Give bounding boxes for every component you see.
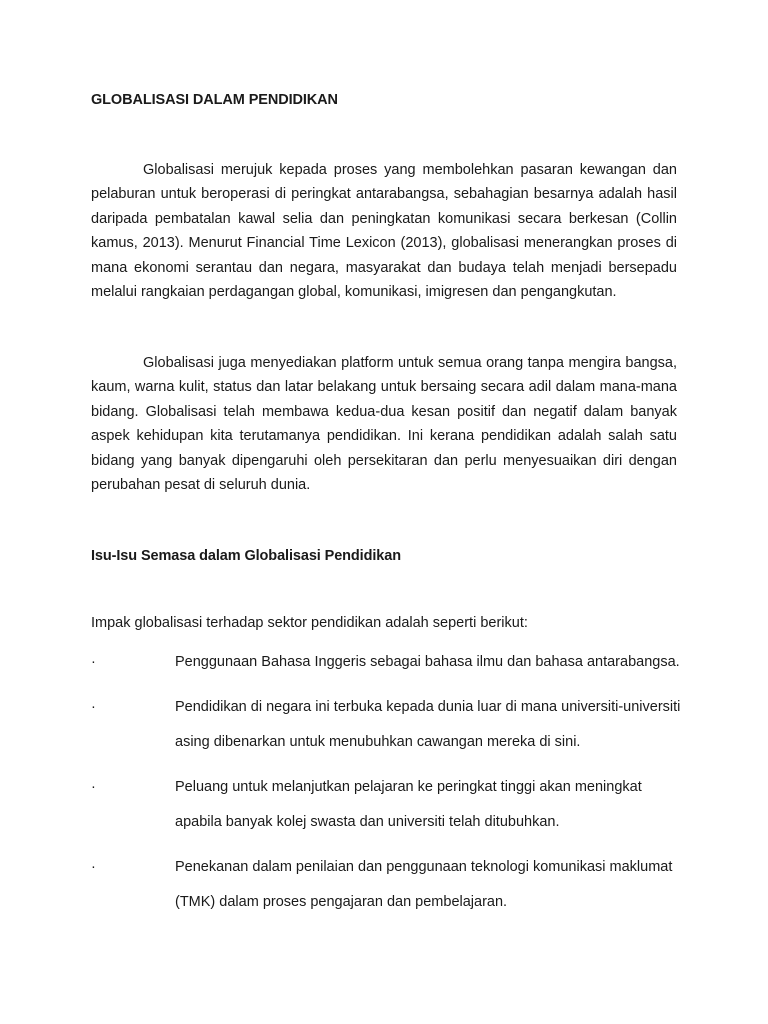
paragraph-1: Globalisasi merujuk kepada proses yang membolehkan pasaran kewangan dan pelaburan untuk beroperasi di peringkat antarabangsa, sebahagian besarnya adalah hasil daripada pembatalan kawal selia dan peningkatan komunikasi secara berkesan (Collin kamus, 2013). Menurut Financial Time Lexicon (2013), globalisasi menerangkan proses di mana ekonomi serantau dan negara, masyarakat dan budaya telah menjadi bersepadu melalui rangkaian perdagangan global, komunikasi, imigresen dan pengangkutan. — [91, 162, 677, 301]
bullet-text: Penekanan dalam penilaian dan penggunaan teknologi komunikasi maklumat (TMK) dalam proses pengajaran dan pembelajaran. — [175, 859, 673, 910]
bullet-dot: · — [91, 859, 96, 875]
bullet-intro: Impak globalisasi terhadap sektor pendidikan adalah seperti berikut: — [91, 615, 528, 631]
bullet-list — [91, 650, 691, 935]
bullet-text: Peluang untuk melanjutkan pelajaran ke peringkat tinggi akan meningkat apabila banyak kolej swasta dan universiti telah ditubuhkan. — [175, 779, 642, 830]
section-subheading: Isu-Isu Semasa dalam Globalisasi Pendidikan — [91, 548, 401, 564]
list-item — [91, 695, 691, 765]
bullet-dot: · — [91, 779, 96, 795]
bullet-dot: · — [91, 654, 96, 670]
list-item — [91, 775, 691, 845]
bullet-text: Penggunaan Bahasa Inggeris sebagai bahasa ilmu dan bahasa antarabangsa. — [175, 654, 680, 670]
list-item — [91, 855, 691, 925]
bullet-text: Pendidikan di negara ini terbuka kepada dunia luar di mana universiti-universiti asing dibenarkan untuk menubuhkan cawangan mereka di sini. — [175, 699, 681, 750]
list-item — [91, 650, 691, 685]
bullet-dot: · — [91, 699, 96, 715]
paragraph-2: Globalisasi juga menyediakan platform untuk semua orang tanpa mengira bangsa, kaum, warna kulit, status dan latar belakang untuk bersaing secara adil dalam mana-mana bidang. Globalisasi telah membawa kedua-dua kesan positif dan negatif dalam banyak aspek kehidupan kita terutamanya pendidikan. Ini kerana pendidikan adalah salah satu bidang yang banyak dipengaruhi oleh persekitaran dan perlu menyesuaikan diri dengan perubahan pesat di seluruh dunia. — [91, 355, 677, 494]
document-title: GLOBALISASI DALAM PENDIDIKAN — [91, 92, 338, 108]
